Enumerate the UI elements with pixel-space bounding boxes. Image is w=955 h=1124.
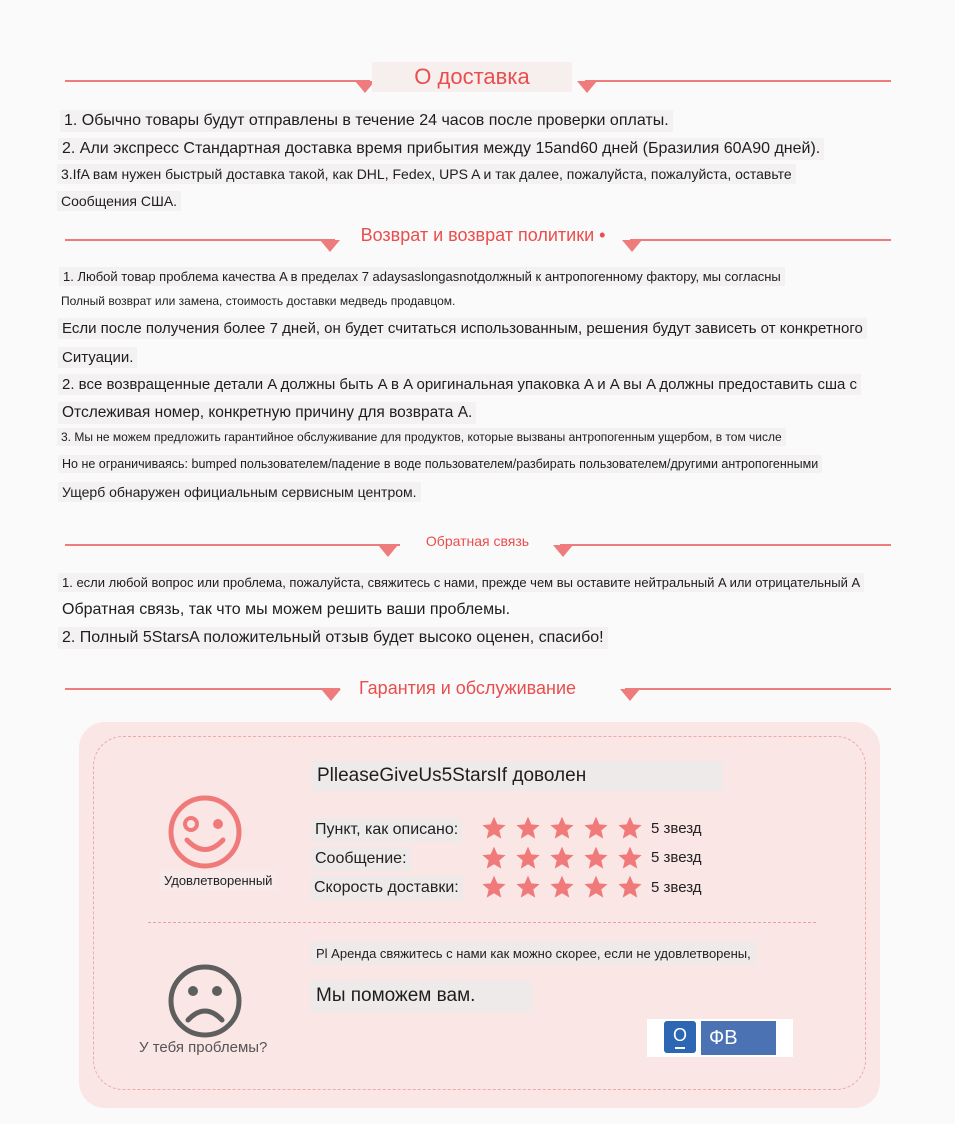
feedback-line-1: 1. если любой вопрос или проблема, пожалуйста, свяжитесь с нами, прежде чем вы оставите нейтральный A или отрицательный A (58, 573, 864, 592)
warranty-title: Гарантия и обслуживание (358, 678, 577, 698)
star-icon[interactable] (515, 815, 541, 841)
delivery-line-1: 1. Обычно товары будут отправлены в течение 24 часов после проверки оплаты. (60, 110, 673, 132)
star-icon[interactable] (549, 815, 575, 841)
returns-line-9: Ущерб обнаружен официальным сервисным центром. (58, 482, 421, 502)
star-icon[interactable] (583, 845, 609, 871)
rating-stars-shipping[interactable] (481, 874, 643, 900)
feedback-line-3: 2. Полный 5StarsA положительный отзыв будет высоко оценен, спасибо! (58, 627, 608, 649)
feedback-rule-left (65, 544, 400, 546)
star-icon[interactable] (617, 815, 643, 841)
returns-line-8: Но не ограничиваясь: bumped пользователем/падение в воде пользователем/разбирать пользователем/другими антропогенными (58, 455, 822, 473)
feedback-arrow-right (553, 545, 573, 557)
rating-label-shipping: Скорость доставки: (310, 876, 463, 900)
returns-rule-right (630, 239, 891, 241)
rating-stars-item[interactable] (481, 815, 643, 841)
returns-rule-left (65, 239, 335, 241)
returns-line-1: 1. Любой товар проблема качества A в пределах 7 adaysaslongasnotдолжный к антропогенному фактору, мы согласны (59, 267, 785, 286)
delivery-rule-left (65, 80, 370, 82)
returns-arrow-left (320, 240, 340, 252)
rating-label-message: Сообщение: (311, 847, 411, 871)
star-icon[interactable] (515, 845, 541, 871)
problems-label: У тебя проблемы? (139, 1039, 268, 1056)
delivery-line-4: Сообщения США. (57, 191, 181, 211)
warranty-arrow-right (620, 689, 640, 701)
star-icon[interactable] (481, 845, 507, 871)
star-icon[interactable] (583, 874, 609, 900)
message-icon: O (672, 1025, 687, 1045)
star-icon[interactable] (481, 874, 507, 900)
delivery-rule-right (585, 80, 891, 82)
star-icon[interactable] (617, 845, 643, 871)
rating-value-item: 5 звезд (651, 820, 702, 837)
returns-line-2: Полный возврат или замена, стоимость доставки медведь продавцом. (57, 292, 459, 310)
delivery-line-2: 2. Али экспресс Стандартная доставка время прибытия между 15and60 дней (Бразилия 60A90 дней). (58, 138, 824, 160)
star-icon[interactable] (617, 874, 643, 900)
sad-face-icon (166, 962, 244, 1040)
delivery-line-3: 3.IfA вам нужен быстрый доставка такой, как DHL, Fedex, UPS A и так далее, пожалуйста, пожалуйста, оставьте (57, 164, 796, 184)
returns-line-3: Если после получения более 7 дней, он будет считаться использованным, решения будут зависеть от конкретного (58, 318, 867, 339)
message-icon-underline (675, 1047, 685, 1049)
message-icon-button[interactable] (664, 1021, 696, 1053)
rating-value-message: 5 звезд (651, 849, 702, 866)
feedback-rule-right (560, 544, 891, 546)
star-icon[interactable] (549, 845, 575, 871)
rating-label-item: Пункт, как описано: (311, 818, 462, 842)
feedback-title: Обратная связь (425, 533, 530, 549)
returns-title: Возврат и возврат политики • (360, 225, 606, 245)
panel-divider (148, 922, 816, 923)
star-icon[interactable] (481, 815, 507, 841)
smile-icon (166, 793, 244, 871)
feedback-line-2: Обратная связь, так что мы можем решить ваши проблемы. (58, 599, 514, 621)
warranty-arrow-left (321, 689, 341, 701)
satisfied-label: Удовлетворенный (160, 871, 276, 890)
feedback-arrow-left (378, 545, 398, 557)
returns-line-4: Ситуации. (58, 347, 137, 368)
delivery-title: О доставка (372, 62, 572, 92)
help-text: Мы поможем вам. (310, 980, 532, 1012)
please-rate-text: PlleaseGiveUs5StarsIf доволен (311, 761, 722, 791)
returns-line-5: 2. все возвращенные детали A должны быть A в A оригинальная упаковка A и A вы A должны предоставить сша с (58, 374, 861, 395)
star-icon[interactable] (515, 874, 541, 900)
returns-line-7: 3. Мы не можем предложить гарантийное обслуживание для продуктов, которые вызваны антропогенным ущербом, в том числе (57, 428, 786, 446)
delivery-arrow-right (577, 81, 597, 93)
warranty-rule-left (65, 688, 340, 690)
contact-seller-button[interactable]: ФВ (701, 1021, 776, 1055)
returns-line-6: Отслеживая номер, конкретную причину для возврата A. (58, 402, 476, 424)
rating-value-shipping: 5 звезд (651, 879, 702, 896)
contact-text: Pl Аренда свяжитесь с нами как можно скорее, если не удовлетворены, (310, 942, 757, 965)
warranty-rule-right (625, 688, 891, 690)
star-icon[interactable] (583, 815, 609, 841)
star-icon[interactable] (549, 874, 575, 900)
rating-stars-message[interactable] (481, 845, 643, 871)
